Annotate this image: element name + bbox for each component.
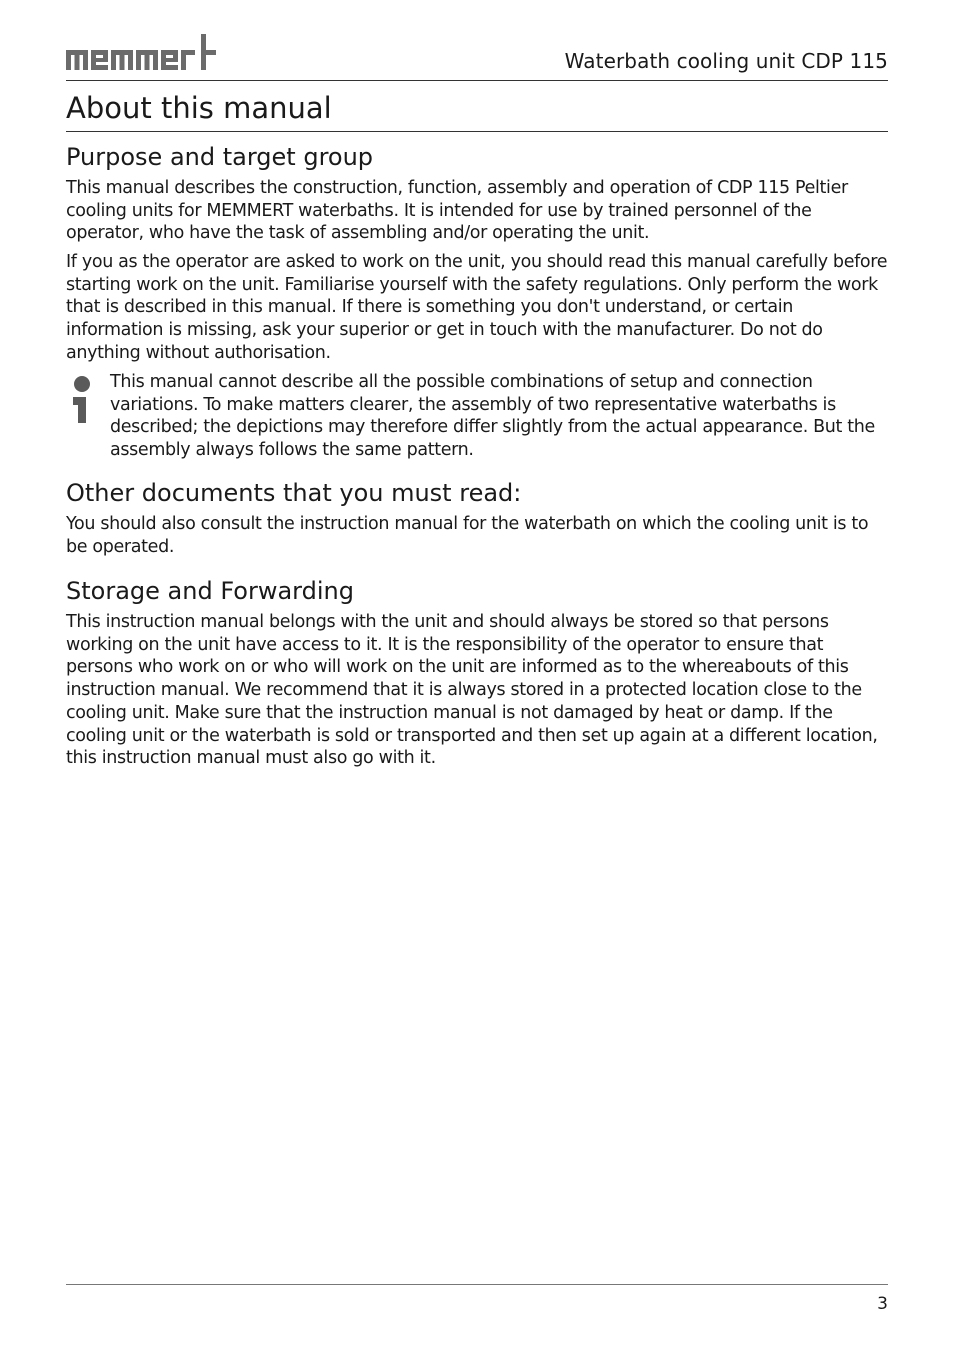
section-heading-purpose: Purpose and target group — [66, 143, 374, 171]
memmert-logo — [66, 32, 216, 72]
paragraph-storage: This instruction manual belongs with the unit and should always be stored so that persons working on the unit have access to it. It is the responsibility of the operator to ensure that persons who work on or who will work on the unit are informed as to the whereabouts of this instruction manual. We recommend that it is always stored in a protected location close to the cooling unit. Make sure that the instruction manual is not damaged by heat or damp. If the cooling unit or the waterbath is sold or transported and then set up again at a different location, this instruction manual must also go with it. — [66, 612, 878, 769]
page-header — [66, 28, 888, 81]
footer-divider — [66, 1284, 888, 1285]
section-heading-other-documents: Other documents that you must read: — [66, 479, 522, 507]
paragraph-purpose-1: This manual describes the construction, function, assembly and operation of CDP 115 Peltier cooling units for MEMMERT waterbaths. It is intended for use by trained personnel of the operator, who have the task of assembling and/or operating the unit. — [66, 178, 848, 244]
paragraph-other-documents: You should also consult the instruction manual for the waterbath on which the cooling unit is to be operated. — [66, 514, 869, 557]
document-title: Waterbath cooling unit CDP 115 — [564, 49, 888, 73]
paragraph-purpose-2: If you as the operator are asked to work on the unit, you should read this manual carefully before starting work on the unit. Familiarise yourself with the safety regulations. Only perform the work that is described in this manual. If there is something you don't understand, or certain information is missing, ask your superior or get in touch with the manufacturer. Do not do anything without authorisation. — [66, 252, 888, 363]
manual-page — [66, 0, 888, 1350]
section-heading-storage: Storage and Forwarding — [66, 577, 354, 605]
page-title: About this manual — [66, 88, 888, 132]
info-icon — [70, 375, 94, 425]
page-number: 3 — [877, 1294, 888, 1314]
info-note-text: This manual cannot describe all the possible combinations of setup and connection variations. To make matters clearer, the assembly of two representative waterbaths is described; the depictions may therefore differ slightly from the actual appearance. But the assembly always follows the same pattern. — [110, 372, 875, 461]
